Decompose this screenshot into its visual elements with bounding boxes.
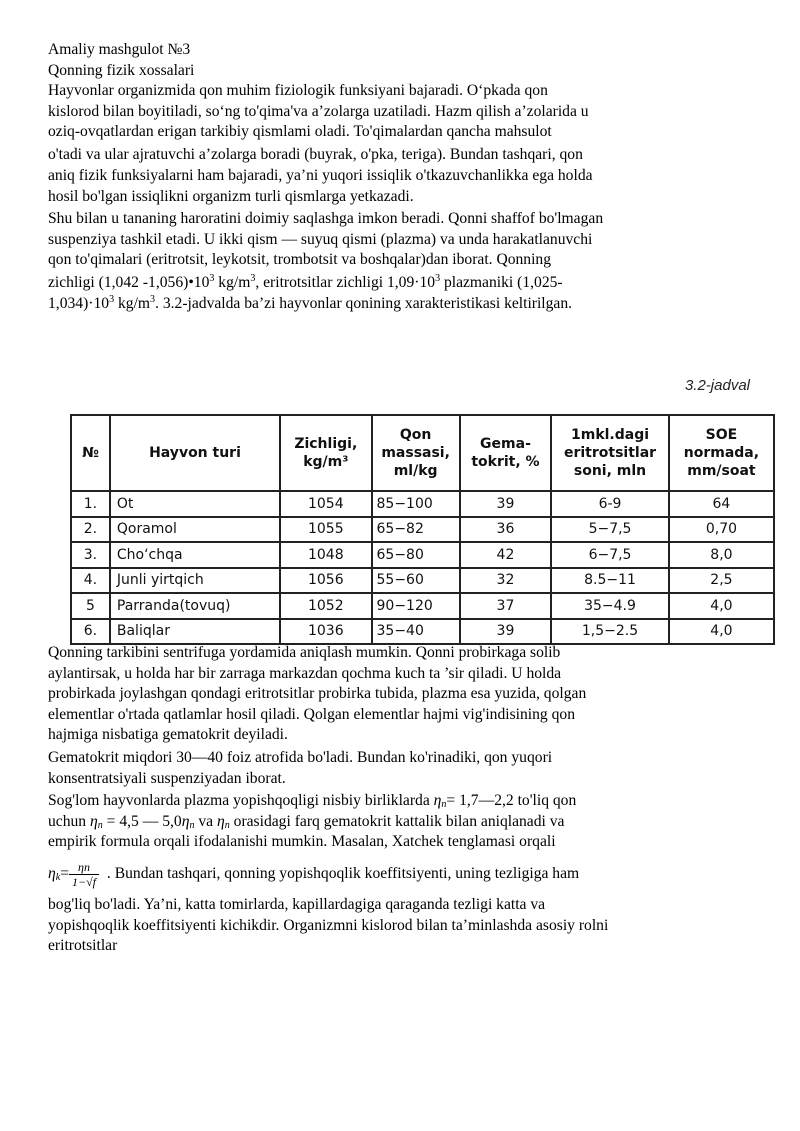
text-line: suspenziya tashkil etadi. U ikki qism — suyuq qismi (plazma) va unda harakatlanuvchi (48, 230, 593, 248)
text-line: o'tadi va ular ajratuvchi a’zolarga boradi (buyrak, o'pka, teriga). Bundan tashqari, qon (48, 145, 583, 163)
cell-number: 1. (71, 491, 110, 517)
table-row (71, 593, 774, 619)
cell-erythrocytes: 6-9 (551, 491, 669, 517)
cell-soe: 0,70 (669, 517, 774, 543)
paragraph-5 (48, 791, 748, 957)
text-line: Hayvonlar organizmida qon muhim fiziologik funksiyani bajaradi. O‘pkada qon (48, 82, 548, 100)
cell-blood-mass: 55−60 (372, 568, 460, 594)
column-header: SOE normada, mm/soat (669, 415, 774, 491)
text-line: oziq-ovqatlardan erigan tarkibiy qismlami oladi. To'qimalardan qancha mahsulot (48, 123, 552, 141)
column-header: 1mkl.dagi eritrotsitlar soni, mln (551, 415, 669, 491)
text-line: konsentratsiyali suspenziyadan iborat. (48, 769, 286, 787)
text-line: aniq fizik funksiyalarni ham bajaradi, ya’ni yuqori issiqlik o'tkazuvchanlikka ega holda (48, 166, 593, 184)
text-line: yopishqoqlik koeffitsiyenti kichikdir. Organizmni kislorod bilan ta’minlashda asosiy rolni (48, 916, 609, 934)
document-page-lower (48, 643, 748, 957)
cell-density: 1055 (280, 517, 371, 543)
formula-line: $\eta_k=$ $\frac{\eta n}{1-√f}$ . Bundan tashqari, qonning yopishqoqlik koeffitsiyenti, uning tezligiga ham (48, 859, 580, 889)
paragraph-4 (48, 748, 748, 789)
cell-animal: Baliqlar (110, 619, 280, 645)
document-subtitle: Qonning fizik xossalari (48, 61, 195, 79)
paragraph-2 (48, 209, 748, 314)
text-line: $1,034)\cdot 10^3$ $kg/m^3$. 3.2-jadvalda ba’zi hayvonlar qonining xarakteristikasi keltirilgan. (48, 293, 573, 312)
cell-density: 1048 (280, 542, 371, 568)
cell-animal: Parranda(tovuq) (110, 593, 280, 619)
text-line: Qonning tarkibini sentrifuga yordamida aniqlash mumkin. Qonni probirkaga solib (48, 644, 561, 661)
cell-density: 1052 (280, 593, 371, 619)
cell-animal: Cho‘chqa (110, 542, 280, 568)
cell-blood-mass: 35−40 (372, 619, 460, 645)
text-line: elementlar o'rtada qatlamlar hosil qiladi. Qolgan elementlar hajmi vig'indisining qon (48, 705, 576, 723)
table-row (71, 568, 774, 594)
table-row (71, 491, 774, 517)
cell-soe: 2,5 (669, 568, 774, 594)
cell-number: 6. (71, 619, 110, 645)
text-line: kislorod bilan boyitiladi, so‘ng to'qima'va a’zolarga uzatiladi. Hazm qilish a’zolarida u (48, 102, 589, 120)
cell-animal: Ot (110, 491, 280, 517)
cell-erythrocytes: 35−4.9 (551, 593, 669, 619)
cell-erythrocytes: 5−7,5 (551, 517, 669, 543)
text-line: uchun $\eta_n = 4,5$ — $5,0\eta_n$ va $\eta_n$ orasidagi farq gematokrit kattalik bilan aniqlanadi va (48, 812, 565, 831)
cell-number: 5 (71, 593, 110, 619)
text-line: qon to'qimalari (eritrotsit, leykotsit, trombotsit va boshqalar)dan iborat. Qonning (48, 251, 552, 269)
table-row (71, 542, 774, 568)
cell-blood-mass: 65−82 (372, 517, 460, 543)
text-line: hosil bo'lgan issiqlikni organizm turli qismlarga yetkazadi. (48, 187, 414, 205)
document-title: Amaliy mashgulot №3 (48, 41, 191, 58)
cell-hematocrit: 32 (460, 568, 551, 594)
blood-characteristics-table (70, 414, 775, 645)
cell-number: 3. (71, 542, 110, 568)
table-row (71, 619, 774, 645)
text-line: empirik formula orqali ifodalanishi mumkin. Masalan, Xatchek tenglamasi orqali (48, 833, 556, 851)
column-header: Qon massasi, ml/kg (372, 415, 460, 491)
text-line: Sog'lom hayvonlarda plazma yopishqoqligi nisbiy birliklarda $\eta_n=$ 1,7—2,2 to'liq qon (48, 792, 577, 811)
column-header: Hayvon turi (110, 415, 280, 491)
cell-density: 1036 (280, 619, 371, 645)
cell-soe: 4,0 (669, 593, 774, 619)
text-line: bog'liq bo'ladi. Ya’ni, katta tomirlarda, kapillardagiga qaraganda tezligi katta va (48, 895, 546, 913)
cell-soe: 8,0 (669, 542, 774, 568)
cell-erythrocytes: 6−7,5 (551, 542, 669, 568)
cell-number: 2. (71, 517, 110, 543)
text-line: hajmiga nisbatiga gematokrit deyiladi. (48, 726, 288, 744)
cell-blood-mass: 65−80 (372, 542, 460, 568)
document-page (48, 40, 748, 315)
cell-blood-mass: 90−120 (372, 593, 460, 619)
text-line: probirkada joylashgan qondagi eritrotsitlar probirka tubida, plazma esa yuzida, qolgan (48, 685, 587, 703)
text-line: zichligi (1,042 $-1,056)•10^3$ $kg/m^3$, eritrotsitlar zichligi $1,09\cdot 10^3$ plazmaniki (1,025- (48, 272, 563, 291)
paragraph-3 (48, 643, 748, 746)
cell-erythrocytes: 8.5−11 (551, 568, 669, 594)
cell-blood-mass: 85−100 (372, 491, 460, 517)
cell-hematocrit: 39 (460, 619, 551, 645)
cell-hematocrit: 36 (460, 517, 551, 543)
cell-hematocrit: 42 (460, 542, 551, 568)
text-line: aylantirsak, u holda har bir zarraga markazdan qochma kuch ta ’sir qiladi. U holda (48, 664, 562, 682)
cell-soe: 64 (669, 491, 774, 517)
cell-animal: Junli yirtqich (110, 568, 280, 594)
cell-number: 4. (71, 568, 110, 594)
table-header-row (71, 415, 774, 491)
text-line: Gematokrit miqdori 30—40 foiz atrofida bo'ladi. Bundan ko'rinadiki, qon yuqori (48, 748, 553, 766)
cell-density: 1056 (280, 568, 371, 594)
column-header: Zichligi, kg/m³ (280, 415, 371, 491)
cell-density: 1054 (280, 491, 371, 517)
cell-hematocrit: 39 (460, 491, 551, 517)
cell-erythrocytes: 1,5−2.5 (551, 619, 669, 645)
cell-hematocrit: 37 (460, 593, 551, 619)
column-header: Gema-tokrit, % (460, 415, 551, 491)
paragraph-1 (48, 81, 748, 207)
table-caption: 3.2-jadval (684, 377, 750, 394)
formula-lhs: η (48, 864, 56, 882)
cell-soe: 4,0 (669, 619, 774, 645)
hatchek-fraction: $\frac{\eta n}{1-√f}$ (69, 860, 99, 889)
column-header: № (71, 415, 110, 491)
text-line: eritrotsitlar (48, 937, 118, 955)
text-line: Shu bilan u tananing haroratini doimiy saqlashga imkon beradi. Qonni shaffof bo'lmagan (48, 210, 604, 228)
cell-animal: Qoramol (110, 517, 280, 543)
table-row (71, 517, 774, 543)
